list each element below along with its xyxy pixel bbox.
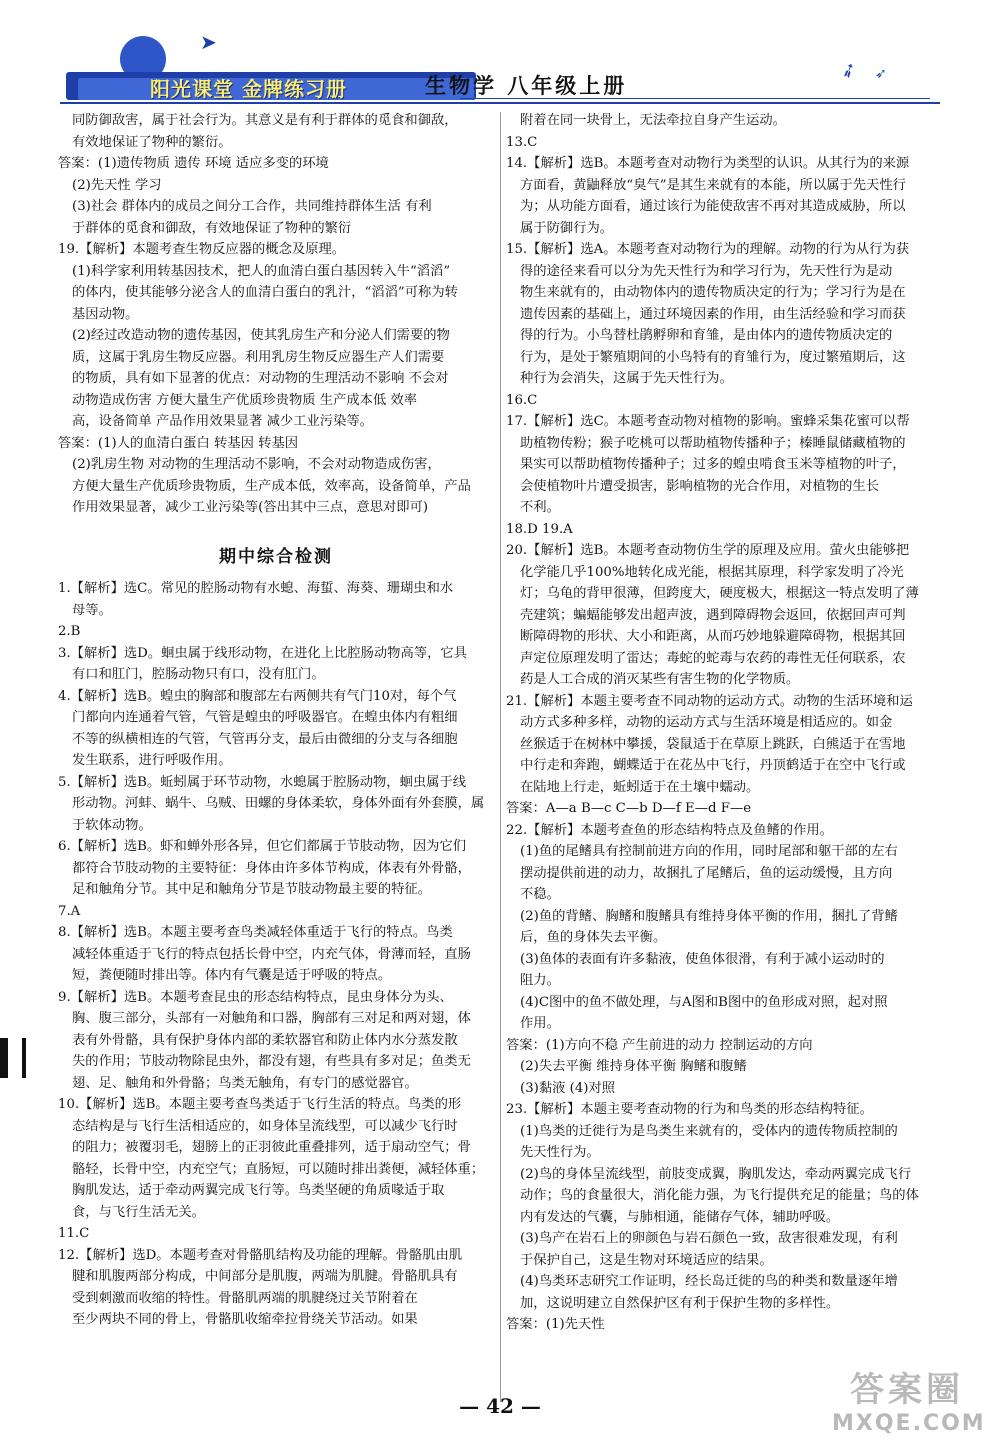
text-line: 食，与飞行生活无关。	[72, 1204, 205, 1220]
text-line: 果实可以帮助植物传播种子；过多的蝗虫啃食玉米等植物的叶子，	[520, 457, 906, 472]
text-line: 答案：(1)先天性	[506, 1317, 605, 1332]
text-line: 声定位原理发明了雷达；毒蛇的蛇毒与农药的毒性无任何联系，农	[520, 650, 906, 666]
text-line: 形动物。河蚌、蜗牛、乌贼、田螺的身体柔软，身体外面有外套膜，属	[72, 796, 485, 811]
text-line: 17.【解析】选C。本题考查动物对植物的影响。蜜蜂采集花蜜可以帮	[506, 414, 910, 429]
text-line: 腱和肌腹两部分构成，中间部分是肌腹，两端为肌腱。骨骼肌具有	[72, 1269, 458, 1284]
page-header	[60, 28, 940, 108]
text-line: 答案：(1)方向不稳 产生前进的动力 控制运动的方向	[506, 1037, 813, 1053]
text-line: 的体内，使其能够分泌含人的血清白蛋白的乳汁，“滔滔”可称为转	[72, 285, 458, 300]
text-line: 有口和肛门，腔肠动物只有口，没有肛门。	[72, 667, 325, 682]
text-line: 基因动物。	[72, 306, 139, 322]
text-line: 16.C	[506, 392, 538, 408]
left-column	[58, 110, 494, 1331]
text-line: 化学能几乎100%地转化成光能，根据其原理，科学家发明了冷光	[520, 564, 904, 580]
text-line: 内有发达的气囊，与肺相通，能储存气体，辅助呼吸。	[520, 1209, 840, 1225]
text-line: 动作；鸟的食量很大，消化能力强，为飞行提供充足的能量；鸟的体	[520, 1188, 919, 1203]
text-line: 作用效果显著，减少工业污染等(答出其中三点，意思对即可)	[72, 500, 429, 515]
text-line: 质，这属于乳房生物反应器。利用乳房生物反应器生产人们需要	[72, 349, 445, 365]
text-line: 14.【解析】选B。本题考查对动物行为类型的认识。从其行为的来源	[506, 156, 910, 171]
text-line: 减轻体重适于飞行的特点包括长骨中空，内充气体，骨薄而轻，直肠	[72, 946, 471, 962]
text-line: 19.【解析】本题考查生物反应器的概念及原理。	[58, 242, 346, 257]
text-line: 作用。	[520, 1016, 560, 1031]
text-line: 4.【解析】选B。蝗虫的胸部和腹部左右两侧共有气门10对，每个气	[58, 688, 457, 704]
text-line: 高，设备简单 产品作用效果显著 减少工业污染等。	[72, 414, 373, 429]
text-line: (3)鸟产在岩石上的卵颜色与岩石颜色一致，敌害很难发现，有利	[520, 1231, 898, 1246]
text-line: 动方式多种多样，动物的运动方式与生活环境是相适应的。如金	[520, 715, 893, 730]
text-line: 18.D 19.A	[506, 521, 573, 537]
text-line: 答案：(1)人的血清白蛋白 转基因 转基因	[58, 435, 299, 451]
text-line: 动物造成伤害 方便大量生产优质珍贵物质 生产成本低 效率	[72, 392, 418, 408]
text-line: (2)失去平衡 维持身体平衡 胸鳍和腹鳍	[520, 1059, 747, 1074]
section-title: 期中综合检测	[219, 546, 333, 567]
text-line: 门都向内连通着气管，气管是蝗虫的呼吸器官。在蝗虫体内有粗细	[72, 710, 458, 725]
text-line: 6.【解析】选B。虾和蝉外形各异，但它们都属于节肢动物，因为它们	[58, 839, 467, 854]
text-line: 附着在同一块骨上，无法牵拉自身产生运动。	[520, 113, 786, 128]
text-line: (2)先天性 学习	[72, 177, 162, 193]
text-line: (3)鱼体的表面有许多黏液，使鱼体很滑，有利于减小运动时的	[520, 951, 885, 967]
watermark-top-text: 答案圈	[850, 1370, 964, 1410]
right-column	[506, 110, 942, 1336]
text-line: 后，鱼的身体失去平衡。	[520, 930, 667, 945]
text-line: 至少两块不同的骨上，骨骼肌收缩牵拉骨绕关节活动。如果	[72, 1312, 418, 1327]
text-line: 于软体动物。	[72, 817, 152, 833]
text-line: 短，粪便随时排出等。体内有气囊是适于呼吸的特点。	[72, 968, 392, 983]
text-line: 11.C	[58, 1226, 90, 1241]
text-line: 母等。	[72, 602, 112, 618]
text-line: 阻力。	[520, 973, 560, 988]
text-line: 在陆地上行走，蚯蚓适于在土壤中蠕动。	[520, 779, 760, 795]
text-line: 先天性行为。	[520, 1145, 600, 1160]
text-line: 10.【解析】选B。本题主要考查鸟类适于飞行生活的特点。鸟类的形	[58, 1097, 462, 1112]
text-line: 7.A	[58, 903, 81, 919]
text-line: 得的途径来看可以分为先天性行为和学习行为，先天性行为是动	[520, 263, 893, 279]
text-line: 得的行为。小鸟替杜鹃孵卵和育雏，是由体内的遗传物质决定的	[520, 328, 893, 343]
text-line: 9.【解析】选B。本题考查昆虫的形态结构特点，昆虫身体分为头、	[58, 989, 453, 1005]
subject-title: 生物学 八年级上册	[425, 74, 628, 98]
text-line: (1)鸟类的迁徙行为是鸟类生来就有的，受体内的遗传物质控制的	[520, 1123, 898, 1139]
series-title: 阳光课堂 金牌练习册	[150, 77, 347, 101]
text-line: 8.【解析】选B。本题主要考查鸟类减轻体重适于飞行的特点。鸟类	[58, 925, 453, 940]
bird-icon: ➶	[835, 55, 862, 85]
text-line: 13.C	[506, 134, 538, 150]
text-line: 2.B	[58, 624, 81, 639]
watermark-bottom-text: MXQE.COM	[832, 1411, 986, 1436]
text-line: 都符合节肢动物的主要特征：身体由许多体节构成，体表有外骨骼，	[72, 860, 471, 876]
page-number: — 42 —	[459, 1394, 541, 1418]
text-line: 态结构是与飞行生活相适应的，如身体呈流线型，可以减少飞行时	[72, 1118, 458, 1134]
text-line: (4)鸟类环志研究工作证明，经长岛迁徙的鸟的种类和数量逐年增	[520, 1274, 898, 1289]
text-line: (1)科学家利用转基因技术，把人的血清白蛋白基因转入牛“滔滔”	[72, 263, 451, 279]
text-line: 15.【解析】选A。本题考查对动物行为的理解。动物的行为从行为获	[506, 242, 910, 257]
text-line: 有效地保证了物种的繁衍。	[72, 134, 232, 150]
text-line: 不稳。	[520, 887, 560, 902]
text-line: 翅、足、触角和外骨骼；鸟类无触角，有专门的感觉器官。	[72, 1075, 418, 1091]
text-line: 20.【解析】选B。本题考查动物仿生学的原理及应用。萤火虫能够把	[506, 543, 910, 558]
text-line: 的物质，具有如下显著的优点：对动物的生理活动不影响 不会对	[72, 371, 449, 386]
text-line: 于群体的觅食和御敌，有效地保证了物种的繁衍	[72, 220, 352, 236]
text-line: 属于防御行为。	[520, 220, 614, 236]
text-line: (4)C图中的鱼不做处理，与A图和B图中的鱼形成对照，起对照	[520, 994, 888, 1010]
text-line: (3)社会 群体内的成员之间分工合作，共同维持群体生活 有利	[72, 199, 432, 214]
text-line: 胸肌发达，适于牵动两翼完成飞行等。鸟类坚硬的角质喙适于取	[72, 1183, 445, 1198]
text-line: 壳建筑；蝙蝠能够发出超声波，遇到障碍物会返回，依据回声可判	[520, 607, 906, 623]
text-line: 加，这说明建立自然保护区有利于保护生物的多样性。	[520, 1295, 840, 1311]
text-line: 不等的纵横相连的气管，气管再分支，最后由微细的分支与各细胞	[72, 731, 458, 747]
text-line: 胸、腹三部分，头部有一对触角和口器，胸部有三对足和两对翅，体	[72, 1011, 471, 1026]
text-line: 方便大量生产优质珍贵物质，生产成本低，效率高，设备简单，产品	[72, 478, 471, 494]
text-line: 发生联系，进行呼吸作用。	[72, 753, 232, 768]
text-line: 骼轻，长骨中空，内充空气；直肠短，可以随时排出粪便，减轻体重；	[72, 1161, 485, 1177]
text-line: 5.【解析】选B。蚯蚓属于环节动物，水螅属于腔肠动物，蛔虫属于线	[58, 774, 467, 790]
text-line: 答案：A—a B—c C—b D—f E—d F—e	[506, 801, 752, 816]
text-line: 会使植物叶片遭受损害，影响植物的光合作用，对植物的生长	[520, 478, 880, 494]
text-line: 遗传因素的基础上，通过环境因素的作用，由生活经验和学习而获	[520, 306, 906, 322]
text-line: 行为，是处于繁殖期间的小鸟特有的育雏行为，度过繁殖期后，这	[520, 349, 906, 365]
text-line: 于保护自己，这是生物对环境适应的结果。	[520, 1252, 773, 1268]
text-line: 3.【解析】选D。蛔虫属于线形动物，在进化上比腔肠动物高等，它具	[58, 645, 467, 661]
bird-icon: ➶	[875, 66, 887, 82]
text-line: 22.【解析】本题考查鱼的形态结构特点及鱼鳍的作用。	[506, 822, 833, 838]
text-line: 同防御敌害，属于社会行为。其意义是有利于群体的觅食和御敌，	[72, 113, 458, 128]
watermark-logo	[832, 1368, 986, 1440]
text-line: 表有外骨骼，具有保护身体内部的柔软器官和防止体内水分蒸发散	[72, 1032, 458, 1048]
text-line: 1.【解析】选C。常见的腔肠动物有水螅、海蜇、海葵、珊瑚虫和水	[58, 581, 454, 596]
text-line: 足和触角分节。其中足和触角分节是节肢动物最主要的特征。	[72, 882, 432, 897]
text-line: (2)经过改造动物的遗传基因，使其乳房生产和分泌人们需要的物	[72, 328, 450, 343]
text-line: 灯；乌龟的背甲很薄，但跨度大，硬度极大，根据这一特点发明了薄	[520, 586, 919, 601]
text-line: 物生来就有的，由动物体内的遗传物质决定的行为；学习行为是在	[520, 285, 906, 300]
text-line: 方面看，黄鼬释放“臭气”是其生来就有的本能，所以属于先天性行	[520, 177, 906, 193]
binding-mark	[0, 1038, 26, 1078]
text-line: 种行为会消失，这属于先天性行为。	[520, 371, 733, 386]
text-line: (2)鸟的身体呈流线型，前肢变成翼，胸肌发达，牵动两翼完成飞行	[520, 1166, 912, 1182]
text-line: 失的作用；节肢动物除昆虫外，都没有翅，有些具有多对足；鱼类无	[72, 1054, 471, 1069]
text-line: 23.【解析】本题主要考查动物的行为和鸟类的形态结构特征。	[506, 1102, 873, 1117]
text-line: 丝猴适于在树林中攀援，袋鼠适于在草原上跳跃，白熊适于在雪地	[520, 736, 906, 752]
text-line: 药是人工合成的消灭某些有害生物的化学物质。	[520, 672, 800, 687]
text-line: 受到刺激而收缩的特性。骨骼肌两端的肌腱绕过关节附着在	[72, 1290, 418, 1306]
text-line: (3)黏液 (4)对照	[520, 1080, 616, 1096]
bird-icon: ➤	[200, 30, 217, 54]
column-divider	[500, 112, 501, 1402]
text-line: 21.【解析】本题主要考查不同动物的运动方式。动物的生活环境和运	[506, 693, 913, 709]
text-line: 为；从功能方面看，通过该行为能使敌害不再对其造成威胁，所以	[520, 199, 906, 214]
text-line: 助植物传粉；猴子吃桃可以帮助植物传播种子；榛睡鼠储藏植物的	[520, 435, 906, 451]
text-line: 12.【解析】选D。本题考查对骨骼肌结构及功能的理解。骨骼肌由肌	[58, 1247, 463, 1263]
text-line: 答案：(1)遗传物质 遗传 环境 适应多变的环境	[58, 156, 329, 171]
text-line: (1)鱼的尾鳍具有控制前进方向的作用，同时尾部和躯干部的左右	[520, 844, 898, 859]
header-divider	[460, 98, 930, 99]
text-line: 中行走和奔跑，蝴蝶适于在花丛中飞行，丹顶鹤适于在空中飞行或	[520, 758, 906, 773]
text-line: 不利。	[520, 500, 560, 515]
text-line: 的阻力；被覆羽毛，翅膀上的正羽彼此重叠排列，适于扇动空气；骨	[72, 1140, 471, 1155]
text-line: 摆动提供前进的动力，故捆扎了尾鳍后，鱼的运动缓慢，且方向	[520, 865, 893, 881]
text-line: 断障碍物的形状、大小和距离，从而巧妙地躲避障碍物，根据其回	[520, 629, 906, 644]
text-line: (2)乳房生物 对动物的生理活动不影响，不会对动物造成伤害，	[72, 457, 441, 472]
text-line: (2)鱼的背鳍、胸鳍和腹鳍具有维持身体平衡的作用，捆扎了背鳍	[520, 908, 898, 924]
header-rule	[60, 102, 940, 104]
